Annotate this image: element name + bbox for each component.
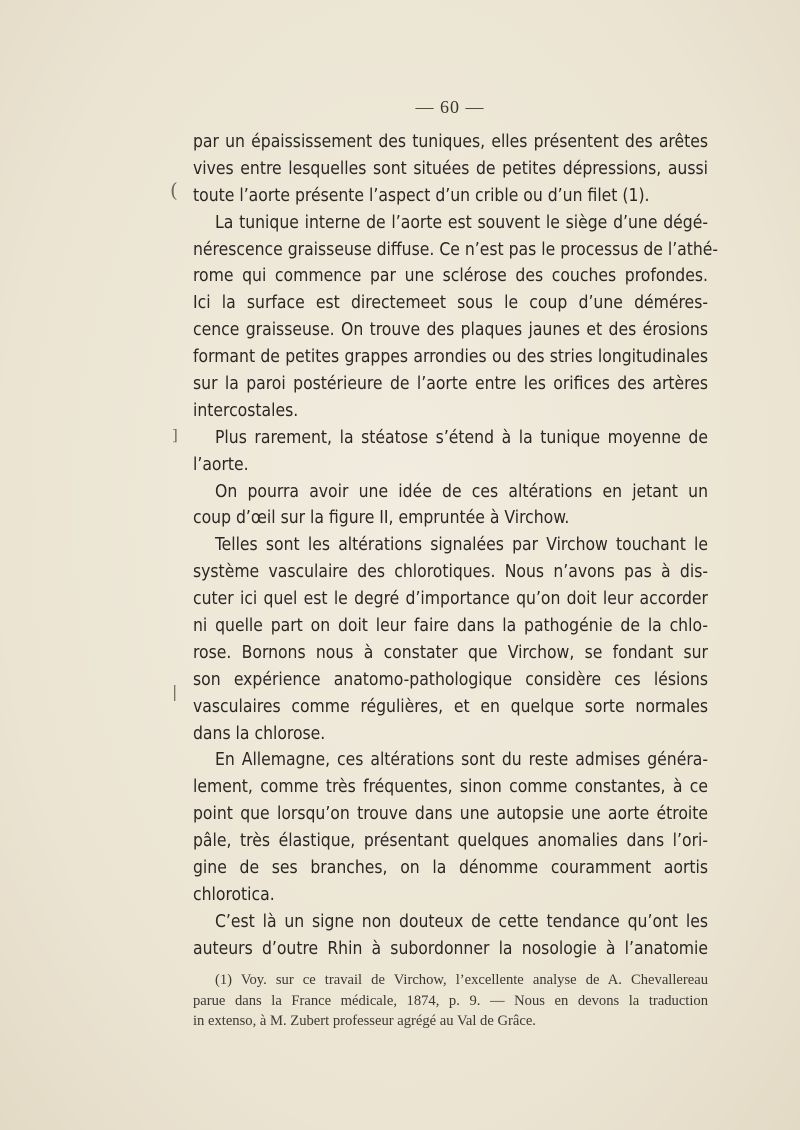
- page-number: — 60 —: [415, 97, 485, 117]
- text-line: formant de petites grappes arrondies ou des stries longitudinales: [193, 347, 708, 368]
- margin-pencil-mark: (: [170, 178, 178, 202]
- text-line: point que lorsqu’on trouve dans une autopsie une aorte étroite: [193, 804, 708, 825]
- text-line: lement, comme très fréquentes, sinon comme constantes, à ce: [193, 777, 708, 798]
- text-line: cence graisseuse. On trouve des plaques jaunes et des érosions: [193, 320, 708, 341]
- text-line: rose. Bornons nous à constater que Virchow, se fondant sur: [193, 642, 708, 663]
- main-text-block: [193, 129, 719, 963]
- footnote-line: parue dans la France médicale, 1874, p. 9. — Nous en devons la traduction: [193, 992, 708, 1009]
- margin-pencil-mark: |: [172, 682, 178, 701]
- text-line: La tunique interne de l’aorte est souvent le siège d’une dégé-: [215, 212, 708, 233]
- text-line: pâle, très élastique, présentant quelques anomalies dans l’ori-: [193, 831, 708, 852]
- text-line: C’est là un signe non douteux de cette tendance qu’ont les: [215, 911, 708, 932]
- text-line: cuter ici quel est le degré d’importance qu’on doit leur accorder: [193, 589, 708, 610]
- text-line: gine de ses branches, on la dénomme couramment aortis: [193, 858, 708, 879]
- text-line: vasculaires comme régulières, et en quelque sorte normales: [193, 696, 708, 717]
- text-line: auteurs d’outre Rhin à subordonner la nosologie à l’anatomie: [193, 938, 708, 959]
- text-line: vives entre lesquelles sont situées de petites dépressions, aussi: [193, 158, 708, 179]
- text-line: toute l’aorte présente l’aspect d’un crible ou d’un filet (1).: [193, 185, 650, 206]
- text-line: sur la paroi postérieure de l’aorte entre les orifices des artères: [193, 374, 708, 395]
- footnote-block: [193, 970, 708, 1032]
- text-line: l’aorte.: [193, 454, 249, 475]
- text-line: son expérience anatomo-pathologique considère ces lésions: [193, 669, 708, 690]
- text-line: chlorotica.: [193, 884, 275, 905]
- footnote-line: (1) Voy. sur ce travail de Virchow, l’excellente analyse de A. Chevallereau: [215, 972, 708, 988]
- margin-pencil-mark: ]: [172, 426, 178, 444]
- text-line: Telles sont les altérations signalées par Virchow touchant le: [215, 535, 708, 556]
- text-line: ni quelle part on doit leur faire dans la pathogénie de la chlo-: [193, 616, 708, 637]
- text-line: En Allemagne, ces altérations sont du reste admises généra-: [215, 750, 708, 771]
- text-line: coup d’œil sur la figure II, empruntée à Virchow.: [193, 508, 570, 529]
- text-line: par un épaississement des tuniques, elles présentent des arêtes: [193, 132, 708, 152]
- text-line: dans la chlorose.: [193, 723, 326, 744]
- text-line: Ici la surface est directemeet sous le coup d’une déméres-: [193, 293, 708, 314]
- text-line: intercostales.: [193, 400, 299, 421]
- text-line: rome qui commence par une sclérose des couches profondes.: [193, 266, 708, 287]
- text-line: nérescence graisseuse diffuse. Ce n’est pas le processus de l’athé-: [193, 239, 719, 260]
- text-line: On pourra avoir une idée de ces altérations en jetant un: [215, 481, 708, 502]
- text-line: système vasculaire des chlorotiques. Nous n’avons pas à dis-: [193, 562, 708, 583]
- footnote-line: in extenso, à M. Zubert professeur agrégé au Val de Grâce.: [193, 1013, 536, 1029]
- text-line: Plus rarement, la stéatose s’étend à la tunique moyenne de: [215, 427, 708, 448]
